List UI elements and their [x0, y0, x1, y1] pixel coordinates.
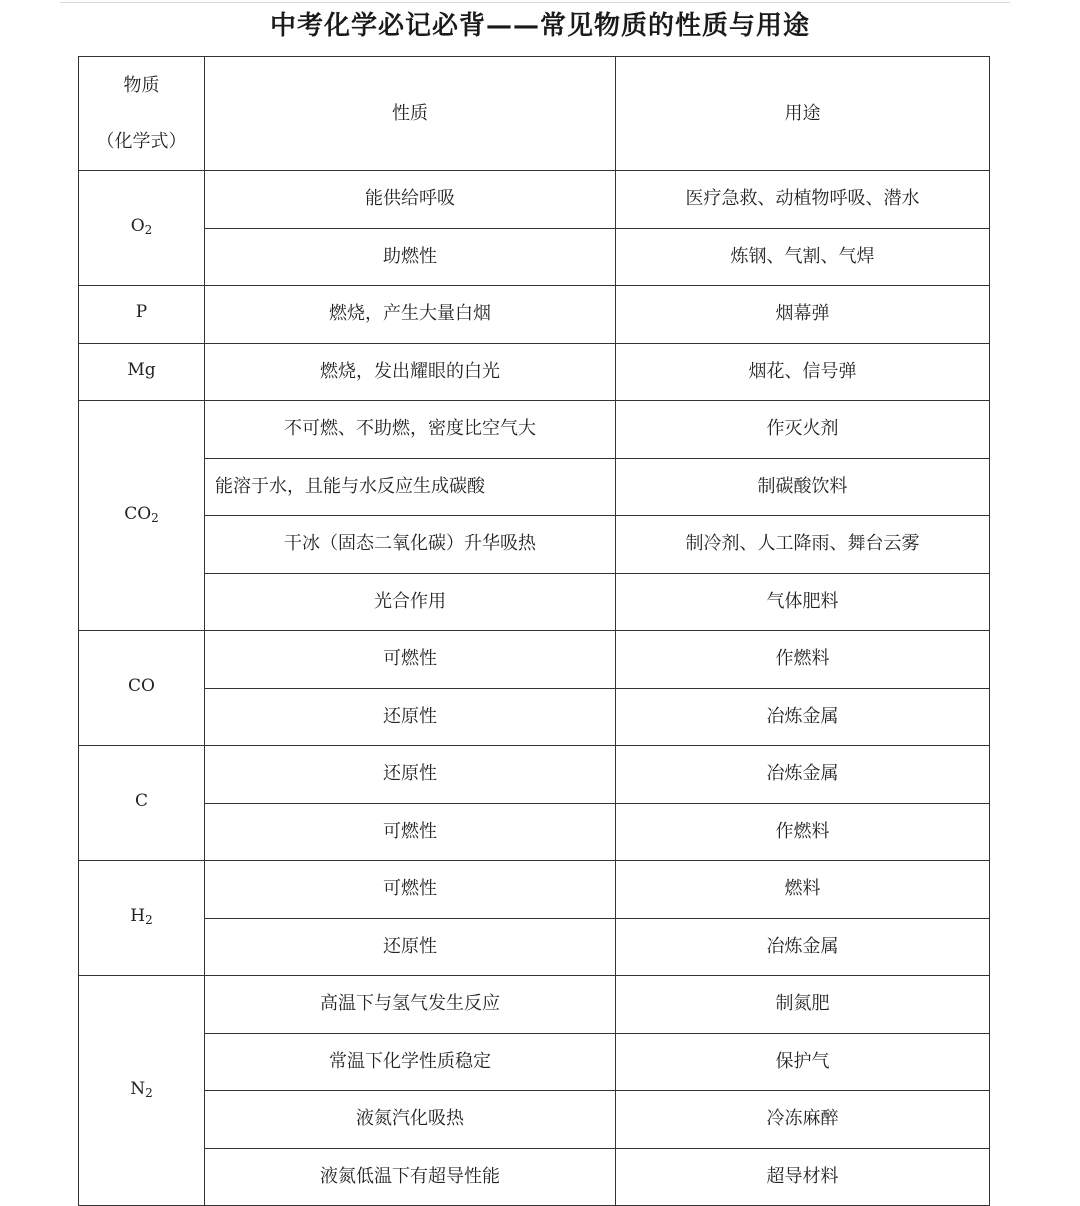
formula-subscript: 2 — [151, 510, 159, 525]
use-cell: 燃料 — [616, 861, 990, 919]
substance-formula-cell — [79, 976, 205, 1206]
property-cell: 还原性 — [205, 688, 616, 746]
property-cell: 光合作用 — [205, 573, 616, 631]
property-cell: 可燃性 — [205, 861, 616, 919]
use-cell: 气体肥料 — [616, 573, 990, 631]
formula-text: Mg — [127, 359, 156, 380]
use-cell: 冷冻麻醉 — [616, 1091, 990, 1149]
table-header-row — [79, 57, 990, 171]
use-cell: 作燃料 — [616, 631, 990, 689]
table-row — [79, 343, 990, 401]
substance-formula-cell — [79, 171, 205, 286]
use-cell: 烟花、信号弹 — [616, 343, 990, 401]
substance-formula-cell — [79, 401, 205, 631]
table-row — [79, 286, 990, 344]
table-row — [79, 918, 990, 976]
formula-text: P — [135, 302, 148, 323]
property-cell: 能供给呼吸 — [205, 171, 616, 229]
substance-formula-cell — [79, 343, 205, 401]
formula-text: CO — [124, 503, 152, 524]
use-cell: 冶炼金属 — [616, 746, 990, 804]
property-cell: 助燃性 — [205, 228, 616, 286]
use-cell: 炼钢、气割、气焊 — [616, 228, 990, 286]
property-cell: 可燃性 — [205, 631, 616, 689]
use-cell: 制碳酸饮料 — [616, 458, 990, 516]
header-substance — [79, 57, 205, 171]
use-cell: 冶炼金属 — [616, 688, 990, 746]
property-cell: 还原性 — [205, 746, 616, 804]
use-cell: 烟幕弹 — [616, 286, 990, 344]
property-cell: 液氮汽化吸热 — [205, 1091, 616, 1149]
use-cell: 保护气 — [616, 1033, 990, 1091]
top-divider — [60, 2, 1010, 3]
formula-text: O — [130, 216, 145, 236]
table-body — [79, 171, 990, 1206]
table-row — [79, 228, 990, 286]
property-cell: 燃烧，产生大量白烟 — [205, 286, 616, 344]
properties-table — [78, 56, 989, 1206]
substance-formula-cell — [79, 286, 205, 344]
formula-text: CO — [128, 676, 155, 696]
page-title: 中考化学必记必背——常见物质的性质与用途 — [269, 11, 810, 41]
use-cell: 冶炼金属 — [616, 918, 990, 976]
property-cell: 可燃性 — [205, 803, 616, 861]
formula-text: H — [130, 906, 146, 926]
table-row — [79, 631, 990, 689]
use-cell: 作燃料 — [616, 803, 990, 861]
table-row — [79, 516, 990, 574]
substance-formula-cell — [79, 861, 205, 976]
use-cell: 作灭火剂 — [616, 401, 990, 459]
header-formula-label: （化学式） — [96, 130, 187, 152]
substance-formula-cell — [79, 746, 205, 861]
formula-subscript: 2 — [144, 223, 153, 237]
property-cell: 能溶于水，且能与水反应生成碳酸 — [205, 458, 616, 516]
formula-text: C — [134, 791, 148, 811]
table-row — [79, 861, 990, 919]
property-cell: 常温下化学性质稳定 — [205, 1033, 616, 1091]
table-row — [79, 1033, 990, 1091]
use-cell: 制氮肥 — [616, 976, 990, 1034]
header-property: 性质 — [205, 57, 616, 171]
table-row — [79, 1148, 990, 1206]
formula-subscript: 2 — [145, 1085, 153, 1100]
property-cell: 还原性 — [205, 918, 616, 976]
formula-subscript: 2 — [145, 913, 153, 927]
use-cell: 超导材料 — [616, 1148, 990, 1206]
table-row — [79, 1091, 990, 1149]
property-cell: 不可燃、不助燃，密度比空气大 — [205, 401, 616, 459]
table-row — [79, 171, 990, 229]
header-substance-label: 物质 — [123, 74, 160, 96]
property-cell: 液氮低温下有超导性能 — [205, 1148, 616, 1206]
property-cell: 燃烧，发出耀眼的白光 — [205, 343, 616, 401]
formula-text: N — [130, 1078, 146, 1099]
use-cell: 医疗急救、动植物呼吸、潜水 — [616, 171, 990, 229]
substance-table — [78, 56, 990, 1206]
table-row — [79, 401, 990, 459]
table-row — [79, 976, 990, 1034]
property-cell: 高温下与氢气发生反应 — [205, 976, 616, 1034]
table-row — [79, 688, 990, 746]
substance-formula-cell — [79, 631, 205, 746]
property-cell: 干冰（固态二氧化碳）升华吸热 — [205, 516, 616, 574]
header-use: 用途 — [616, 57, 990, 171]
use-cell: 制冷剂、人工降雨、舞台云雾 — [616, 516, 990, 574]
table-row — [79, 458, 990, 516]
table-row — [79, 573, 990, 631]
table-row — [79, 746, 990, 804]
table-row — [79, 803, 990, 861]
